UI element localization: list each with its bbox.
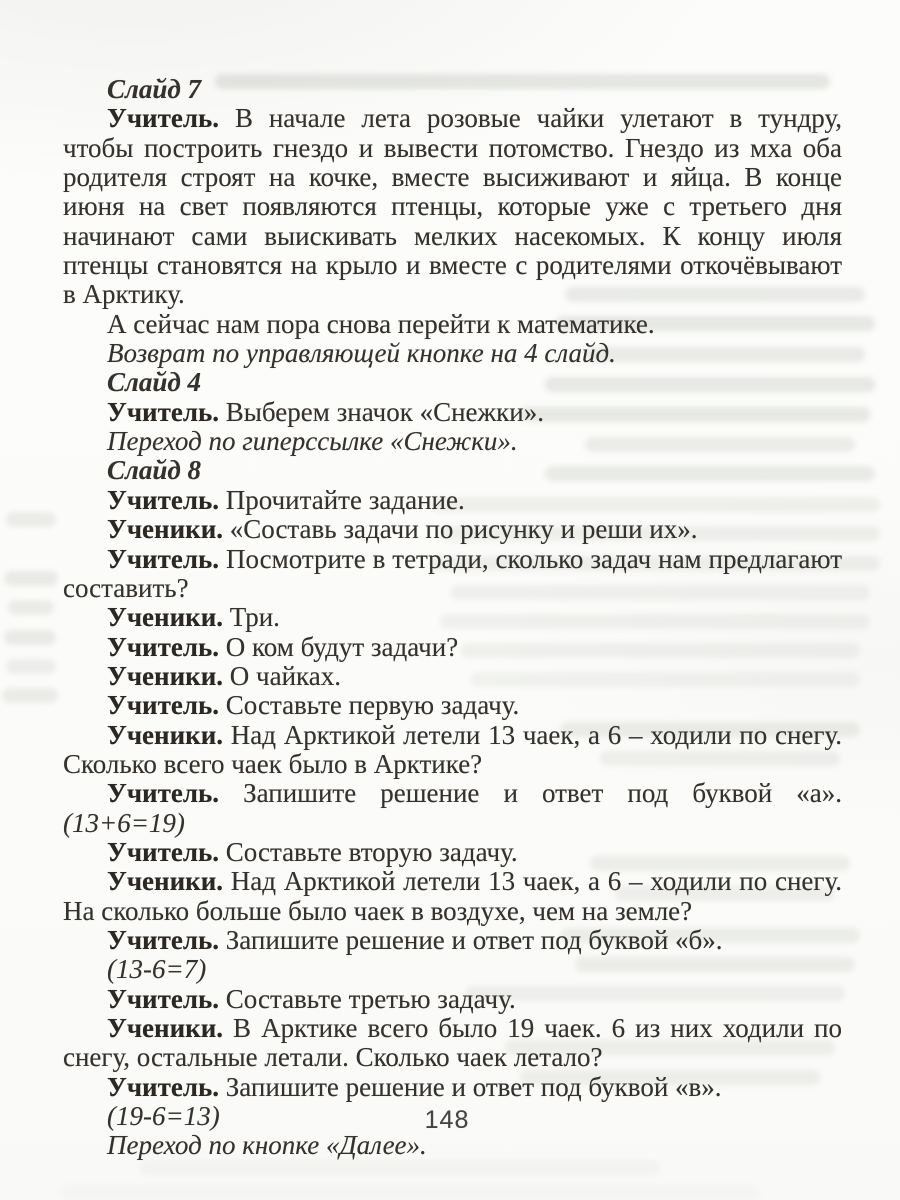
speaker-label: Учитель. bbox=[107, 103, 220, 134]
dialogue-text: О ком будут задачи? bbox=[225, 631, 459, 662]
speaker-label: Ученики. bbox=[107, 719, 224, 750]
show-through-artifact bbox=[8, 600, 54, 615]
dialogue-paragraph bbox=[63, 398, 842, 427]
stage-direction-text: Переход по гиперссылке «Снежки». bbox=[107, 426, 518, 457]
dialogue-paragraph bbox=[63, 104, 842, 309]
dialogue-text: Составьте первую задачу. bbox=[225, 690, 520, 721]
dialogue-text: Посмотрите в тетради, сколько задач нам предлагают составить? bbox=[63, 543, 842, 603]
stage-direction bbox=[63, 427, 842, 456]
speaker-label: Ученики. bbox=[107, 602, 224, 633]
dialogue-paragraph bbox=[63, 1073, 842, 1102]
speaker-label: Учитель. bbox=[107, 631, 220, 662]
slide-heading-text: Слайд 7 bbox=[107, 74, 202, 104]
dialogue-text: Над Арктикой летели 13 чаек, а 6 – ходили по снегу. Сколько всего чаек было в Арктике? bbox=[63, 719, 843, 779]
dialogue-text: Три. bbox=[229, 602, 280, 633]
dialogue-text: Запишите решение и ответ под буквой «а». bbox=[243, 778, 843, 809]
dialogue-text: Запишите решение и ответ под буквой «б». bbox=[225, 924, 723, 955]
dialogue-text: Прочитайте задание. bbox=[225, 484, 465, 515]
slide-heading bbox=[63, 368, 842, 397]
speaker-label: Учитель. bbox=[107, 836, 220, 867]
slide-heading bbox=[63, 75, 842, 104]
stage-direction-text: Возврат по управляющей кнопке на 4 слайд. bbox=[107, 338, 616, 369]
dialogue-paragraph bbox=[63, 1014, 842, 1073]
solution-formula-text: (13-6=7) bbox=[107, 954, 207, 985]
dialogue-paragraph bbox=[63, 515, 842, 544]
speaker-label: Учитель. bbox=[107, 924, 220, 955]
dialogue-paragraph bbox=[63, 721, 842, 780]
show-through-artifact bbox=[140, 1160, 660, 1175]
dialogue-text: В начале лета розовые чайки улетают в тундру, чтобы построить гнездо и вывести потомство. Гнездо из мха оба родителя строят на кочке, вместе высиживают и яйца. В конце июня на свет появляются птенцы, которые уже с третьего дня начинают сами выискивать мелких насекомых. К концу июля птенцы становятся на крыло и вместе с родителями откочёвывают в Арктику. bbox=[63, 103, 842, 310]
speaker-label: Учитель. bbox=[107, 983, 220, 1014]
slide-heading bbox=[63, 456, 842, 485]
dialogue-text: Запишите решение и ответ под буквой «в». bbox=[225, 1071, 722, 1102]
show-through-artifact bbox=[6, 512, 56, 527]
stage-direction-text: Переход по кнопке «Далее». bbox=[107, 1130, 427, 1161]
dialogue-paragraph bbox=[63, 633, 842, 662]
speaker-label: Ученики. bbox=[107, 660, 224, 691]
speaker-label: Учитель. bbox=[107, 396, 220, 427]
dialogue-paragraph bbox=[63, 985, 842, 1014]
speaker-label: Учитель. bbox=[107, 484, 220, 515]
show-through-artifact bbox=[60, 1185, 760, 1200]
show-through-artifact bbox=[2, 688, 58, 703]
slide-heading-text: Слайд 8 bbox=[107, 455, 202, 486]
solution-formula-text: (19-6=13) bbox=[107, 1101, 220, 1132]
stage-direction bbox=[63, 339, 842, 368]
dialogue-paragraph bbox=[63, 662, 842, 691]
dialogue-paragraph bbox=[63, 545, 842, 604]
show-through-artifact bbox=[4, 630, 56, 645]
dialogue-text: В Арктике всего было 19 чаек. 6 из них ходили по снегу, остальные летали. Сколько чаек летало? bbox=[63, 1013, 842, 1073]
dialogue-paragraph bbox=[63, 603, 842, 632]
dialogue-paragraph bbox=[63, 691, 842, 720]
slide-heading-text: Слайд 4 bbox=[107, 367, 202, 398]
speaker-label: Ученики. bbox=[107, 866, 224, 897]
speaker-label: Учитель. bbox=[107, 690, 220, 721]
dialogue-text: Выберем значок «Снежки». bbox=[225, 396, 544, 427]
page-number: 148 bbox=[424, 1106, 470, 1134]
show-through-artifact bbox=[6, 659, 56, 674]
dialogue-text: Составьте третью задачу. bbox=[225, 983, 516, 1014]
solution-formula-line bbox=[63, 955, 842, 984]
dialogue-text: «Составь задачи по рисунку и реши их». bbox=[229, 514, 698, 545]
speaker-label: Учитель. bbox=[107, 778, 220, 809]
speaker-label: Учитель. bbox=[107, 543, 220, 574]
show-through-artifact bbox=[4, 571, 58, 586]
dialogue-paragraph bbox=[63, 779, 842, 838]
dialogue-paragraph bbox=[63, 926, 842, 955]
lesson-script-text bbox=[63, 75, 842, 1161]
dialogue-text: О чайках. bbox=[229, 660, 341, 691]
plain-paragraph bbox=[63, 310, 842, 339]
dialogue-paragraph bbox=[63, 838, 842, 867]
dialogue-paragraph bbox=[63, 486, 842, 515]
stage-direction bbox=[63, 1131, 842, 1160]
speaker-label: Учитель. bbox=[107, 1071, 220, 1102]
speaker-label: Ученики. bbox=[107, 514, 224, 545]
dialogue-text: Над Арктикой летели 13 чаек, а 6 – ходили по снегу. На сколько больше было чаек в воздухе, чем на земле? bbox=[63, 866, 843, 926]
speaker-label: Ученики. bbox=[107, 1013, 224, 1043]
solution-formula: (13+6=19) bbox=[63, 807, 185, 838]
dialogue-paragraph bbox=[63, 867, 842, 926]
dialogue-text: Составьте вторую задачу. bbox=[225, 836, 518, 867]
plain-text: А сейчас нам пора снова перейти к математике. bbox=[107, 308, 655, 339]
